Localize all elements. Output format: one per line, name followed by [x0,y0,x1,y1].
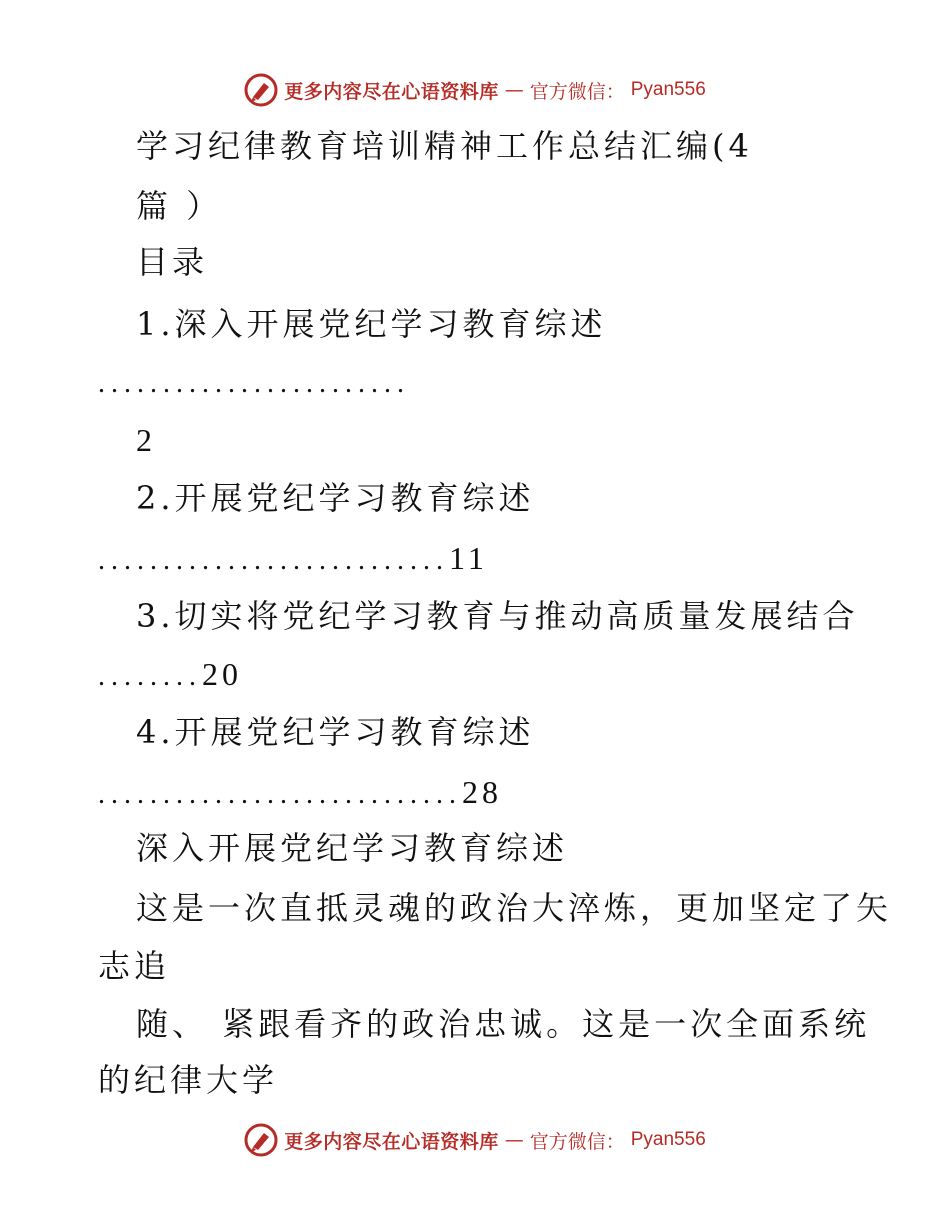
pen-logo-icon [244,1123,278,1157]
document-title-line-1: 学习纪律教育培训精神工作总结汇编(4 [136,127,753,165]
toc-item-3-leader-row [98,654,242,697]
toc-item-2-page: 11 [449,540,488,576]
pen-logo-icon [244,73,278,107]
banner-dash: — [504,79,524,101]
toc-item-4-leader-row [98,772,502,815]
toc-item-3-leader: ........ [98,661,202,692]
toc-item-2-title: 2.开展党纪学习教育综述 [136,479,535,517]
toc-item-2-leader-row [98,538,488,581]
banner-wechat-label: 官方微信： [529,80,625,103]
toc-item-1-title: 1.深入开展党纪学习教育综述 [136,305,607,343]
toc-item-3-page: 20 [202,656,242,692]
header-banner [0,70,950,110]
toc-heading: 目录 [136,243,209,281]
toc-item-3-title: 3.切实将党纪学习教育与推动高质量发展结合 [136,597,859,635]
body-line-2: 志追 [98,947,171,985]
body-line-1: 这是一次直抵灵魂的政治大淬炼，更加坚定了矢 [136,889,893,927]
document-title-line-2: 篇 ） [136,187,223,225]
toc-item-4-title: 4.开展党纪学习教育综述 [136,713,535,751]
banner-wechat-id: Pyan556 [630,79,706,100]
toc-item-2-leader: ........................... [98,545,449,576]
footer-banner-text: 更多内容尽在心语资料库 [284,1130,499,1153]
section-title: 深入开展党纪学习教育综述 [136,829,569,867]
footer-banner [0,1120,950,1160]
body-line-4: 的纪律大学 [98,1061,279,1099]
footer-banner-wechat-id: Pyan556 [630,1129,706,1150]
body-line-3: 随、 紧跟看齐的政治忠诚。这是一次全面系统 [136,1005,871,1043]
toc-item-1-page: 2 [136,422,156,458]
footer-banner-wechat-label: 官方微信： [529,1130,625,1153]
toc-item-4-leader: ............................ [98,779,462,810]
banner-text: 更多内容尽在心语资料库 [284,80,499,103]
toc-item-4-page: 28 [462,774,502,810]
toc-item-1-leader: ........................ [98,368,410,399]
footer-banner-dash: — [504,1129,524,1151]
